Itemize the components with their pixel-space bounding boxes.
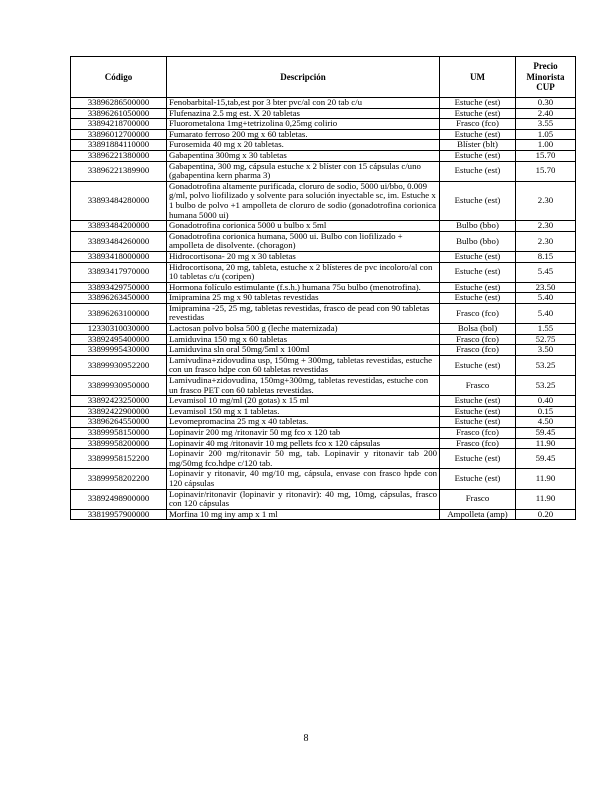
cell-um: Frasco (fco) <box>440 303 516 323</box>
cell-code: 33899930952200 <box>71 355 167 375</box>
table-body <box>71 98 576 520</box>
cell-price: 59.45 <box>516 428 576 439</box>
cell-description: Lopinavir/ritonavir (lopinavir y ritonavir): 40 mg, 10mg, cápsulas, frasco con 120 cápsulas <box>167 489 440 509</box>
cell-price: 11.90 <box>516 489 576 509</box>
cell-price: 15.70 <box>516 150 576 161</box>
cell-code: 12330310030000 <box>71 324 167 335</box>
cell-code: 33896221389900 <box>71 161 167 181</box>
cell-description: Levamisol 150 mg x 1 tabletas. <box>167 406 440 417</box>
cell-price: 5.40 <box>516 303 576 323</box>
table-row <box>71 119 576 130</box>
page-number: 8 <box>303 733 309 744</box>
cell-price: 0.40 <box>516 396 576 407</box>
cell-code: 33819957900000 <box>71 509 167 520</box>
table-row <box>71 221 576 232</box>
cell-um: Estuche (est) <box>440 181 516 220</box>
cell-code: 33896286500000 <box>71 98 167 109</box>
cell-description: Hormona folículo estimulante (f.s.h.) humana 75u bulbo (menotrofina). <box>167 282 440 293</box>
cell-um: Estuche (est) <box>440 98 516 109</box>
table-row <box>71 129 576 140</box>
cell-code: 33896263450000 <box>71 293 167 304</box>
table-row <box>71 231 576 251</box>
table-row <box>71 140 576 151</box>
cell-description: Levomepromacina 25 mg x 40 tabletas. <box>167 417 440 428</box>
cell-price: 2.30 <box>516 231 576 251</box>
cell-um: Estuche (est) <box>440 251 516 262</box>
cell-description: Lopinavir 40 mg /ritonavir 10 mg pellets fco x 120 cápsulas <box>167 438 440 449</box>
table-row <box>71 345 576 356</box>
price-table <box>70 56 576 520</box>
cell-description: Gonadotrofina corionica 5000 u bulbo x 5ml <box>167 221 440 232</box>
cell-um: Estuche (est) <box>440 129 516 140</box>
cell-um: Bulbo (bbo) <box>440 221 516 232</box>
cell-um: Frasco (fco) <box>440 345 516 356</box>
table-row <box>71 303 576 323</box>
cell-price: 15.70 <box>516 161 576 181</box>
cell-code: 33894218700000 <box>71 119 167 130</box>
cell-um: Frasco (fco) <box>440 334 516 345</box>
cell-um: Estuche (est) <box>440 417 516 428</box>
cell-um: Bulbo (bbo) <box>440 231 516 251</box>
cell-description: Imipramina 25 mg x 90 tabletas revestidas <box>167 293 440 304</box>
header-code: Código <box>71 57 167 98</box>
cell-um: Estuche (est) <box>440 355 516 375</box>
cell-description: Morfina 10 mg iny amp x 1 ml <box>167 509 440 520</box>
cell-price: 59.45 <box>516 449 576 469</box>
cell-code: 33896263100000 <box>71 303 167 323</box>
cell-code: 33893484200000 <box>71 221 167 232</box>
cell-um: Estuche (est) <box>440 396 516 407</box>
cell-um: Frasco (fco) <box>440 438 516 449</box>
cell-um: Estuche (est) <box>440 449 516 469</box>
cell-code: 33892423250000 <box>71 396 167 407</box>
cell-description: Lopinavir 200 mg /ritonavir 50 mg fco x 120 tab <box>167 428 440 439</box>
cell-description: Lopinavir 200 mg/ritonavir 50 mg, tab. Lopinavir y ritonavir tab 200 mg/50mg fco.hdpe c/120 tab. <box>167 449 440 469</box>
cell-code: 33899958150000 <box>71 428 167 439</box>
cell-price: 23.50 <box>516 282 576 293</box>
table-row <box>71 449 576 469</box>
header-description: Descripción <box>167 57 440 98</box>
cell-price: 2.30 <box>516 181 576 220</box>
cell-code: 33892422900000 <box>71 406 167 417</box>
cell-description: Fumarato ferroso 200 mg x 60 tabletas. <box>167 129 440 140</box>
cell-price: 11.90 <box>516 469 576 489</box>
cell-code: 33893484260000 <box>71 231 167 251</box>
cell-code: 33892498900000 <box>71 489 167 509</box>
cell-code: 33896221380000 <box>71 150 167 161</box>
cell-description: Fluorometalona 1mg+tetrizolina 0,25mg colirio <box>167 119 440 130</box>
cell-um: Frasco <box>440 376 516 396</box>
cell-code: 33896012700000 <box>71 129 167 140</box>
table-row <box>71 355 576 375</box>
cell-um: Frasco (fco) <box>440 428 516 439</box>
cell-description: Lamiduvina sln oral 50mg/5ml x 100ml <box>167 345 440 356</box>
table-row <box>71 282 576 293</box>
cell-um: Estuche (est) <box>440 293 516 304</box>
cell-description: Hidrocortisona- 20 mg x 30 tabletas <box>167 251 440 262</box>
cell-price: 2.30 <box>516 221 576 232</box>
cell-price: 11.90 <box>516 438 576 449</box>
cell-price: 52.75 <box>516 334 576 345</box>
cell-um: Estuche (est) <box>440 150 516 161</box>
cell-code: 33896264550000 <box>71 417 167 428</box>
cell-um: Estuche (est) <box>440 469 516 489</box>
table-row <box>71 334 576 345</box>
table-row <box>71 469 576 489</box>
header-um: UM <box>440 57 516 98</box>
table-row <box>71 293 576 304</box>
cell-description: Levamisol 10 mg/ml (20 gotas) x 15 ml <box>167 396 440 407</box>
cell-description: Fenobarbital-15,tab,est por 3 bter pvc/al con 20 tab c/u <box>167 98 440 109</box>
cell-description: Gonadotrofina altamente purificada, cloruro de sodio, 5000 ui/bbo, 0.009 g/ml, polvo liofilizado y solvente para solución inyectable sc, im. Estuche x 1 bulbo de polvo +1 ampolleta de cloruro de sodio (gonadotrofina corionica humana 5000 ui) <box>167 181 440 220</box>
cell-description: Flufenazina 2.5 mg est. X 20 tabletas <box>167 108 440 119</box>
table-row <box>71 428 576 439</box>
cell-price: 2.40 <box>516 108 576 119</box>
cell-description: Gonadotrofina corionica humana, 5000 ui. Bulbo con liofilizado + ampolleta de disolvente. (choragon) <box>167 231 440 251</box>
cell-price: 1.00 <box>516 140 576 151</box>
table-row <box>71 150 576 161</box>
cell-code: 33899958152200 <box>71 449 167 469</box>
cell-code: 33893429750000 <box>71 282 167 293</box>
table-row <box>71 406 576 417</box>
table-row <box>71 324 576 335</box>
cell-description: Imipramina -25, 25 mg, tabletas revestidas, frasco de pead con 90 tabletas revestidas <box>167 303 440 323</box>
cell-code: 33893418000000 <box>71 251 167 262</box>
cell-price: 5.45 <box>516 262 576 282</box>
cell-price: 1.05 <box>516 129 576 140</box>
header-price: Precio Minorista CUP <box>516 57 576 98</box>
cell-code: 33899958202200 <box>71 469 167 489</box>
cell-um: Estuche (est) <box>440 406 516 417</box>
cell-price: 53.25 <box>516 355 576 375</box>
cell-description: Lamiduvina 150 mg x 60 tabletas <box>167 334 440 345</box>
cell-price: 0.15 <box>516 406 576 417</box>
cell-description: Furosemida 40 mg x 20 tabletas. <box>167 140 440 151</box>
cell-code: 33896261050000 <box>71 108 167 119</box>
cell-code: 33893484280000 <box>71 181 167 220</box>
cell-description: Lamivudina+zidovudina, 150mg+300mg, tabletas revestidas, estuche con un frasco PET con 60 tabletas revestidas. <box>167 376 440 396</box>
cell-code: 33892495400000 <box>71 334 167 345</box>
cell-description: Hidrocortisona, 20 mg, tableta, estuche x 2 blísteres de pvc incoloro/al con 10 tabletas c/u (coripen) <box>167 262 440 282</box>
cell-um: Bolsa (bol) <box>440 324 516 335</box>
table-row <box>71 417 576 428</box>
table-row <box>71 438 576 449</box>
cell-code: 33899930950000 <box>71 376 167 396</box>
cell-price: 8.15 <box>516 251 576 262</box>
cell-um: Blíster (blt) <box>440 140 516 151</box>
table-row <box>71 251 576 262</box>
table-row <box>71 396 576 407</box>
cell-um: Estuche (est) <box>440 108 516 119</box>
cell-code: 33899995430000 <box>71 345 167 356</box>
cell-description: Lopinavir y ritonavir, 40 mg/10 mg, cápsula, envase con frasco hpde con 120 cápsulas <box>167 469 440 489</box>
cell-price: 5.40 <box>516 293 576 304</box>
cell-price: 0.30 <box>516 98 576 109</box>
cell-description: Lactosan polvo bolsa 500 g (leche maternizada) <box>167 324 440 335</box>
cell-code: 33891884110000 <box>71 140 167 151</box>
cell-price: 53.25 <box>516 376 576 396</box>
cell-price: 3.55 <box>516 119 576 130</box>
table-row <box>71 161 576 181</box>
cell-um: Frasco (fco) <box>440 119 516 130</box>
table-row <box>71 509 576 520</box>
cell-code: 33893417970000 <box>71 262 167 282</box>
table-row <box>71 181 576 220</box>
cell-price: 0.20 <box>516 509 576 520</box>
table-row <box>71 262 576 282</box>
cell-description: Gabapentina 300mg x 30 tabletas <box>167 150 440 161</box>
cell-price: 4.50 <box>516 417 576 428</box>
cell-code: 33899958200000 <box>71 438 167 449</box>
cell-price: 1.55 <box>516 324 576 335</box>
cell-description: Lamivudina+zidovudina usp, 150mg + 300mg, tabletas revestidas, estuche con un frasco hdpe con 60 tabletas revestidas <box>167 355 440 375</box>
cell-um: Frasco <box>440 489 516 509</box>
table-header-row <box>71 57 576 98</box>
cell-um: Ampolleta (amp) <box>440 509 516 520</box>
cell-um: Estuche (est) <box>440 161 516 181</box>
cell-description: Gabapentina, 300 mg, cápsula estuche x 2 blíster con 15 cápsulas c/uno (gabapentina kern pharma 3) <box>167 161 440 181</box>
table-row <box>71 489 576 509</box>
cell-price: 3.50 <box>516 345 576 356</box>
table-row <box>71 98 576 109</box>
cell-um: Estuche (est) <box>440 282 516 293</box>
table-row <box>71 108 576 119</box>
table-row <box>71 376 576 396</box>
cell-um: Estuche (est) <box>440 262 516 282</box>
